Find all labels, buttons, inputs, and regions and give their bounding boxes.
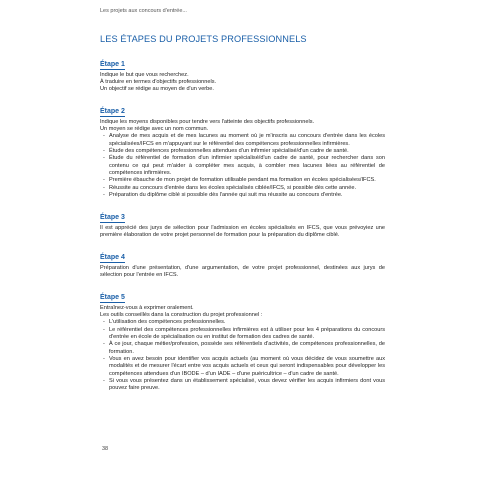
page-title: LES ÉTAPES DU PROJETS PROFESSIONNELS xyxy=(100,34,307,44)
step-heading: Étape 4 xyxy=(100,254,125,262)
list-item: - L'utilisation des compétences professionnelles. xyxy=(109,319,385,326)
list-item: - Analyse de mes acquis et de mes lacunes au moment où je m'inscris au concours d'entrée dans les écoles spécialisées/IFCS en m'appuyant sur le référentiel des compétences professionnelles infirmières. xyxy=(109,133,385,148)
list-item: - Vous en avez besoin pour identifier vos acquis actuels (au moment où vous décidez de vous soumettre aux modalités et de mesurer l'écart entre vos acquis actuels et ceux qui seront indispensables pour développer les compétences attendues d'un IBODE – d'un IADE – d'une puéricultrice – d'un cadre de santé. xyxy=(109,356,385,378)
list-item: - Étude du référentiel de formation d'un infirmier spécialisé/d'un cadre de santé, pour rechercher dans son contenu ce qui peut m'aider à compléter mes acquis, à combler mes lacunes liées au référentiel de compétences infirmières. xyxy=(109,155,385,177)
step-4 xyxy=(100,246,385,279)
paragraph: Indique le but que vous recherchez. xyxy=(100,71,189,78)
list-item: - À ce jour, chaque métier/profession, possède ses référentiels d'activités, de compétences professionnelles, de formation. xyxy=(109,341,385,356)
step-heading: Étape 3 xyxy=(100,214,125,222)
list-item: - Réussite au concours d'entrée dans les écoles spécialisés ciblée/IFCS, si possible dès cette année. xyxy=(109,185,385,192)
dash-list xyxy=(100,133,385,199)
step-heading: Étape 1 xyxy=(100,61,125,68)
step-5 xyxy=(100,286,385,392)
paragraph: Indique les moyens disponibles pour tendre vers l'atteinte des objectifs professionnels. xyxy=(100,118,315,125)
paragraph: Il est apprécié des jurys de sélection pour l'admission en écoles spécialisés en IFCS, que vous prévoyiez une première élaboration de votre projet personnel de formation pour la préparation du diplôme ciblé. xyxy=(100,224,385,238)
paragraph: Un objectif se rédige au moyen de d'un verbe. xyxy=(100,86,214,93)
list-item: - Le référentiel des compétences professionnelles infirmières est à utiliser pour les 4 préparations du concours d'entrée en école de spécialisation ou en institut de formation des cadres de santé. xyxy=(109,327,385,342)
list-item: - Si vous vous présentez dans un établissement spécialisé, vous devez vérifier les acquis infirmiers dont vous pouvez faire preuve. xyxy=(109,378,385,393)
paragraph: Les outils conseillés dans la construction du projet professionnel : xyxy=(100,312,263,319)
paragraph: Un moyen se rédige avec un nom commun. xyxy=(100,126,209,133)
page-content xyxy=(100,34,385,399)
list-item: - Préparation du diplôme ciblé si possible dès l'année qui suit ma réussite au concours d'entrée. xyxy=(109,192,385,199)
step-2 xyxy=(100,100,385,199)
paragraph: Préparation d'une présentation, d'une argumentation, de votre projet professionnel, destinées aux jurys de sélection pour l'entrée en IFCS. xyxy=(100,264,385,279)
page-number: 38 xyxy=(102,446,109,452)
step-1 xyxy=(100,53,385,93)
running-header: Les projets aux concours d'entrée... xyxy=(100,8,187,14)
paragraph: Entraînez-vous à exprimer oralement. xyxy=(100,304,194,311)
list-item: - Étude des compétences professionnelles attendues d'un infirmier spécialisé/d'un cadre de santé. xyxy=(109,148,385,155)
dash-list xyxy=(100,319,385,392)
step-heading: Étape 5 xyxy=(100,294,125,302)
step-3 xyxy=(100,206,385,239)
list-item: - Première ébauche de mon projet de formation utilisable pendant ma formation en écoles spécialisées/IFCS. xyxy=(109,177,385,184)
step-heading: Étape 2 xyxy=(100,108,125,116)
paragraph: À traduire en termes d'objectifs professionnels. xyxy=(100,78,217,85)
